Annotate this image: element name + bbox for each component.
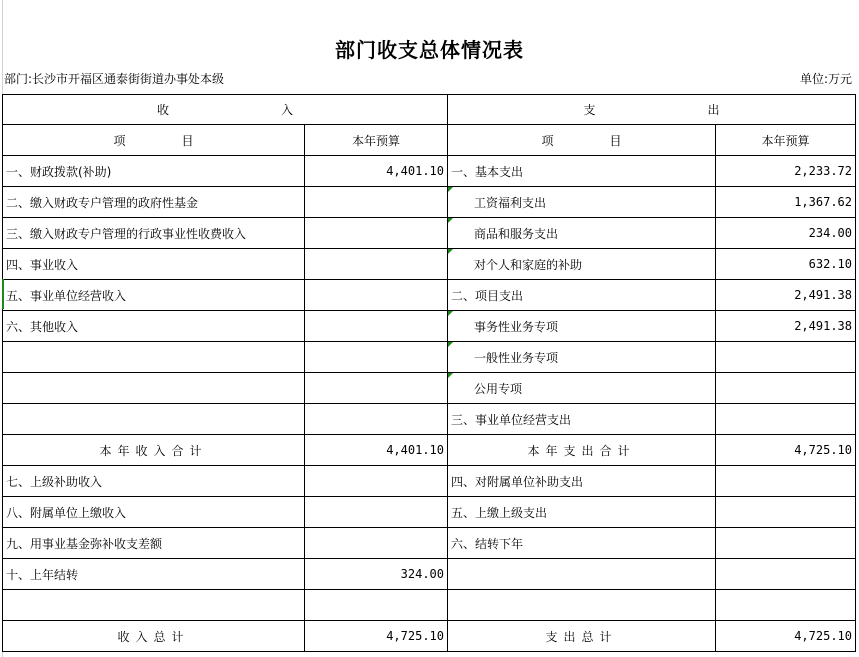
income-subtotal-value[interactable]: 4,401.10 bbox=[305, 435, 448, 466]
income-item-cell[interactable]: 八、附属单位上缴收入 bbox=[3, 497, 305, 528]
income-item-cell[interactable]: 三、缴入财政专户管理的行政事业性收费收入 bbox=[3, 218, 305, 249]
income-value-cell[interactable] bbox=[305, 590, 448, 621]
expense-value-cell[interactable] bbox=[716, 497, 856, 528]
section-header-row bbox=[3, 95, 856, 125]
table-row bbox=[3, 373, 856, 404]
income-value-cell[interactable] bbox=[305, 249, 448, 280]
expense-item-cell[interactable]: 五、上缴上级支出 bbox=[448, 497, 716, 528]
expense-subtotal-label[interactable]: 本年支出合计 bbox=[448, 435, 716, 466]
expense-value-cell[interactable]: 234.00 bbox=[716, 218, 856, 249]
expense-item-cell[interactable]: 商品和服务支出 bbox=[448, 218, 716, 249]
income-header-char2: 入 bbox=[281, 103, 294, 117]
income-item-cell[interactable]: 四、事业收入 bbox=[3, 249, 305, 280]
income-value-cell[interactable] bbox=[305, 373, 448, 404]
income-budget-header[interactable]: 本年预算 bbox=[305, 125, 448, 156]
income-item-cell[interactable]: 十、上年结转 bbox=[3, 559, 305, 590]
expense-value-cell[interactable]: 632.10 bbox=[716, 249, 856, 280]
expense-value-cell[interactable] bbox=[716, 342, 856, 373]
income-item-cell[interactable]: 二、缴入财政专户管理的政府性基金 bbox=[3, 187, 305, 218]
expense-item-cell[interactable]: 六、结转下年 bbox=[448, 528, 716, 559]
income-value-cell[interactable] bbox=[305, 466, 448, 497]
income-item-cell[interactable]: 七、上级补助收入 bbox=[3, 466, 305, 497]
table-row bbox=[3, 404, 856, 435]
table-row bbox=[3, 311, 856, 342]
expense-item-cell[interactable]: 一、基本支出 bbox=[448, 156, 716, 187]
table-row bbox=[3, 528, 856, 559]
income-total-value[interactable]: 4,725.10 bbox=[305, 621, 448, 652]
table-row bbox=[3, 590, 856, 621]
table-row bbox=[3, 466, 856, 497]
expense-item-cell[interactable]: 事务性业务专项 bbox=[448, 311, 716, 342]
income-subtotal-label[interactable]: 本年收入合计 bbox=[3, 435, 305, 466]
income-item-cell[interactable]: 一、财政拨款(补助) bbox=[3, 156, 305, 187]
expense-section-header[interactable] bbox=[448, 95, 856, 125]
budget-table bbox=[2, 94, 856, 652]
total-row bbox=[3, 621, 856, 652]
income-section-header[interactable] bbox=[3, 95, 448, 125]
expense-value-cell[interactable] bbox=[716, 559, 856, 590]
income-value-cell[interactable] bbox=[305, 497, 448, 528]
department-label: 部门:长沙市开福区通泰街街道办事处本级 bbox=[4, 72, 225, 86]
table-row bbox=[3, 187, 856, 218]
expense-item-cell[interactable] bbox=[448, 590, 716, 621]
income-item-cell[interactable] bbox=[3, 590, 305, 621]
expense-value-cell[interactable]: 1,367.62 bbox=[716, 187, 856, 218]
unit-label: 单位:万元 bbox=[799, 72, 852, 86]
table-row bbox=[3, 342, 856, 373]
income-value-cell[interactable]: 4,401.10 bbox=[305, 156, 448, 187]
expense-item-cell[interactable]: 工资福利支出 bbox=[448, 187, 716, 218]
income-value-cell[interactable] bbox=[305, 404, 448, 435]
expense-item-header[interactable] bbox=[448, 125, 716, 156]
income-item-cell[interactable]: 六、其他收入 bbox=[3, 311, 305, 342]
expense-value-cell[interactable] bbox=[716, 373, 856, 404]
expense-value-cell[interactable]: 2,491.38 bbox=[716, 280, 856, 311]
table-row bbox=[3, 497, 856, 528]
income-value-cell[interactable] bbox=[305, 311, 448, 342]
expense-total-value[interactable]: 4,725.10 bbox=[716, 621, 856, 652]
income-item-header[interactable] bbox=[3, 125, 305, 156]
expense-header-char1: 支 bbox=[583, 103, 596, 117]
expense-item-cell[interactable]: 公用专项 bbox=[448, 373, 716, 404]
expense-item-cell[interactable]: 一般性业务专项 bbox=[448, 342, 716, 373]
income-item-cell[interactable] bbox=[3, 373, 305, 404]
item-header-char1: 项 bbox=[541, 133, 554, 148]
expense-value-cell[interactable] bbox=[716, 404, 856, 435]
table-row bbox=[3, 280, 856, 311]
table-row bbox=[3, 218, 856, 249]
expense-value-cell[interactable] bbox=[716, 466, 856, 497]
item-header-char1: 项 bbox=[113, 133, 126, 148]
page-title: 部门收支总体情况表 bbox=[335, 38, 524, 62]
item-header-char2: 目 bbox=[609, 133, 622, 148]
income-value-cell[interactable] bbox=[305, 280, 448, 311]
expense-value-cell[interactable] bbox=[716, 590, 856, 621]
table-row bbox=[3, 559, 856, 590]
income-value-cell[interactable] bbox=[305, 218, 448, 249]
income-value-cell[interactable] bbox=[305, 187, 448, 218]
expense-value-cell[interactable] bbox=[716, 528, 856, 559]
subtotal-row bbox=[3, 435, 856, 466]
expense-total-label[interactable]: 支出总计 bbox=[448, 621, 716, 652]
income-value-cell[interactable] bbox=[305, 528, 448, 559]
cell-marker-icon bbox=[2, 279, 4, 309]
expense-value-cell[interactable]: 2,491.38 bbox=[716, 311, 856, 342]
income-item-cell[interactable]: 五、事业单位经营收入 bbox=[3, 280, 305, 311]
income-item-cell[interactable] bbox=[3, 342, 305, 373]
income-value-cell[interactable]: 324.00 bbox=[305, 559, 448, 590]
expense-item-cell[interactable] bbox=[448, 559, 716, 590]
item-header-char2: 目 bbox=[181, 133, 194, 148]
expense-item-cell[interactable]: 对个人和家庭的补助 bbox=[448, 249, 716, 280]
table-row bbox=[3, 156, 856, 187]
income-header-char1: 收 bbox=[156, 103, 169, 117]
expense-header-char2: 出 bbox=[707, 103, 720, 117]
expense-item-cell[interactable]: 二、项目支出 bbox=[448, 280, 716, 311]
expense-item-cell[interactable]: 四、对附属单位补助支出 bbox=[448, 466, 716, 497]
table-row bbox=[3, 249, 856, 280]
income-value-cell[interactable] bbox=[305, 342, 448, 373]
income-item-cell[interactable]: 九、用事业基金弥补收支差额 bbox=[3, 528, 305, 559]
income-total-label[interactable]: 收入总计 bbox=[3, 621, 305, 652]
expense-value-cell[interactable]: 2,233.72 bbox=[716, 156, 856, 187]
expense-subtotal-value[interactable]: 4,725.10 bbox=[716, 435, 856, 466]
column-header-row bbox=[3, 125, 856, 156]
expense-item-cell[interactable]: 三、事业单位经营支出 bbox=[448, 404, 716, 435]
expense-budget-header[interactable]: 本年预算 bbox=[716, 125, 856, 156]
income-item-cell[interactable] bbox=[3, 404, 305, 435]
